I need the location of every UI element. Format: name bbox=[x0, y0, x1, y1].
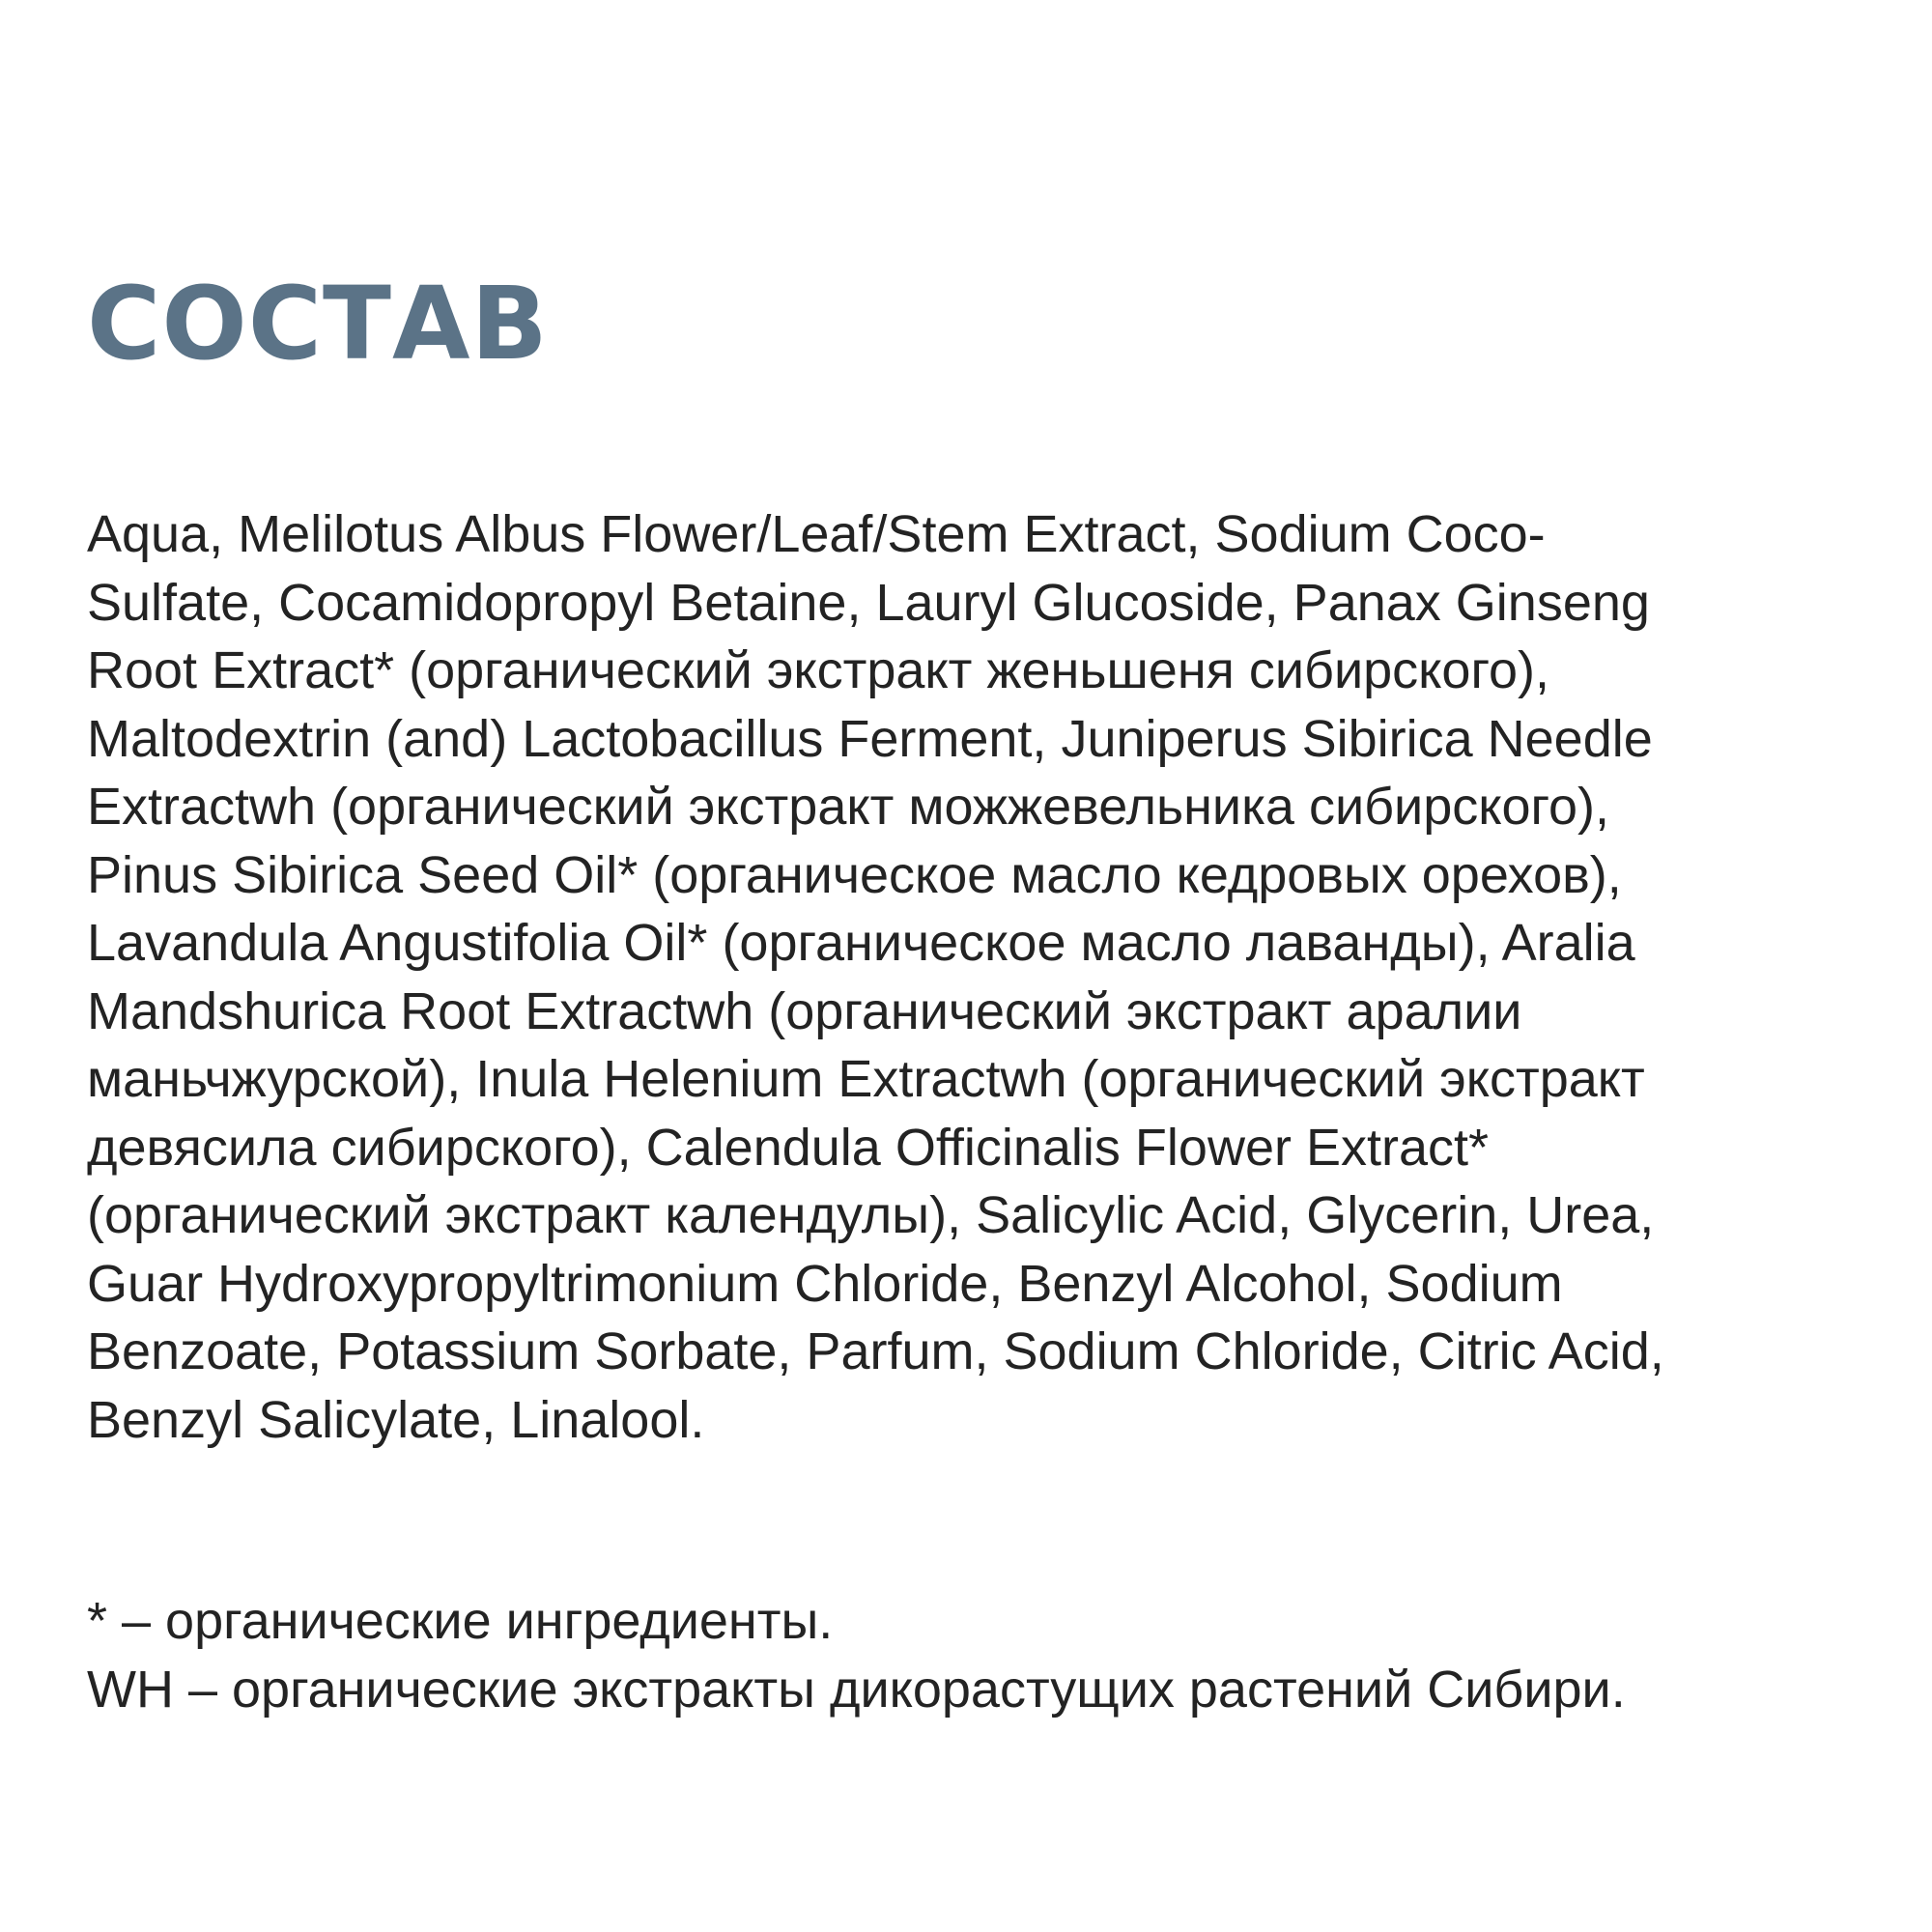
ingredients-line: (органический экстракт календулы), Salicylic Acid, Glycerin, Urea, bbox=[87, 1186, 1655, 1244]
ingredients-line: Benzoate, Potassium Sorbate, Parfum, Sodium Chloride, Citric Acid, bbox=[87, 1322, 1664, 1380]
ingredients-list bbox=[87, 500, 1768, 1454]
ingredients-line: маньчжурской), Inula Helenium Extractwh (органический экстракт bbox=[87, 1050, 1645, 1108]
page-title: СОСТАВ bbox=[87, 265, 549, 383]
ingredients-line: Mandshurica Root Extractwh (органический экстракт аралии bbox=[87, 981, 1522, 1040]
ingredients-line: Root Extract* (органический экстракт женьшеня сибирского), bbox=[87, 641, 1549, 699]
ingredients-line: девясила сибирского), Calendula Officinalis Flower Extract* bbox=[87, 1118, 1490, 1177]
ingredients-line: Extractwh (органический экстракт можжевельника сибирского), bbox=[87, 778, 1610, 836]
footnote-organic: * – органические ингредиенты. bbox=[87, 1592, 834, 1650]
footnotes bbox=[87, 1587, 1768, 1723]
ingredients-line: Guar Hydroxypropyltrimonium Chloride, Benzyl Alcohol, Sodium bbox=[87, 1254, 1563, 1313]
ingredients-line: Lavandula Angustifolia Oil* (органическое масло лаванды), Aralia bbox=[87, 914, 1635, 972]
ingredients-line: Maltodextrin (and) Lactobacillus Ferment, Juniperus Sibirica Needle bbox=[87, 709, 1653, 768]
ingredients-line: Benzyl Salicylate, Linalool. bbox=[87, 1390, 705, 1449]
ingredients-line: Pinus Sibirica Seed Oil* (органическое масло кедровых орехов), bbox=[87, 845, 1622, 904]
ingredients-line: Sulfate, Cocamidopropyl Betaine, Lauryl Glucoside, Panax Ginseng bbox=[87, 573, 1650, 632]
ingredients-line: Aqua, Melilotus Albus Flower/Leaf/Stem Extract, Sodium Coco- bbox=[87, 505, 1546, 563]
footnote-wild-harvest: WH – органические экстракты дикорастущих растений Сибири. bbox=[87, 1660, 1626, 1719]
